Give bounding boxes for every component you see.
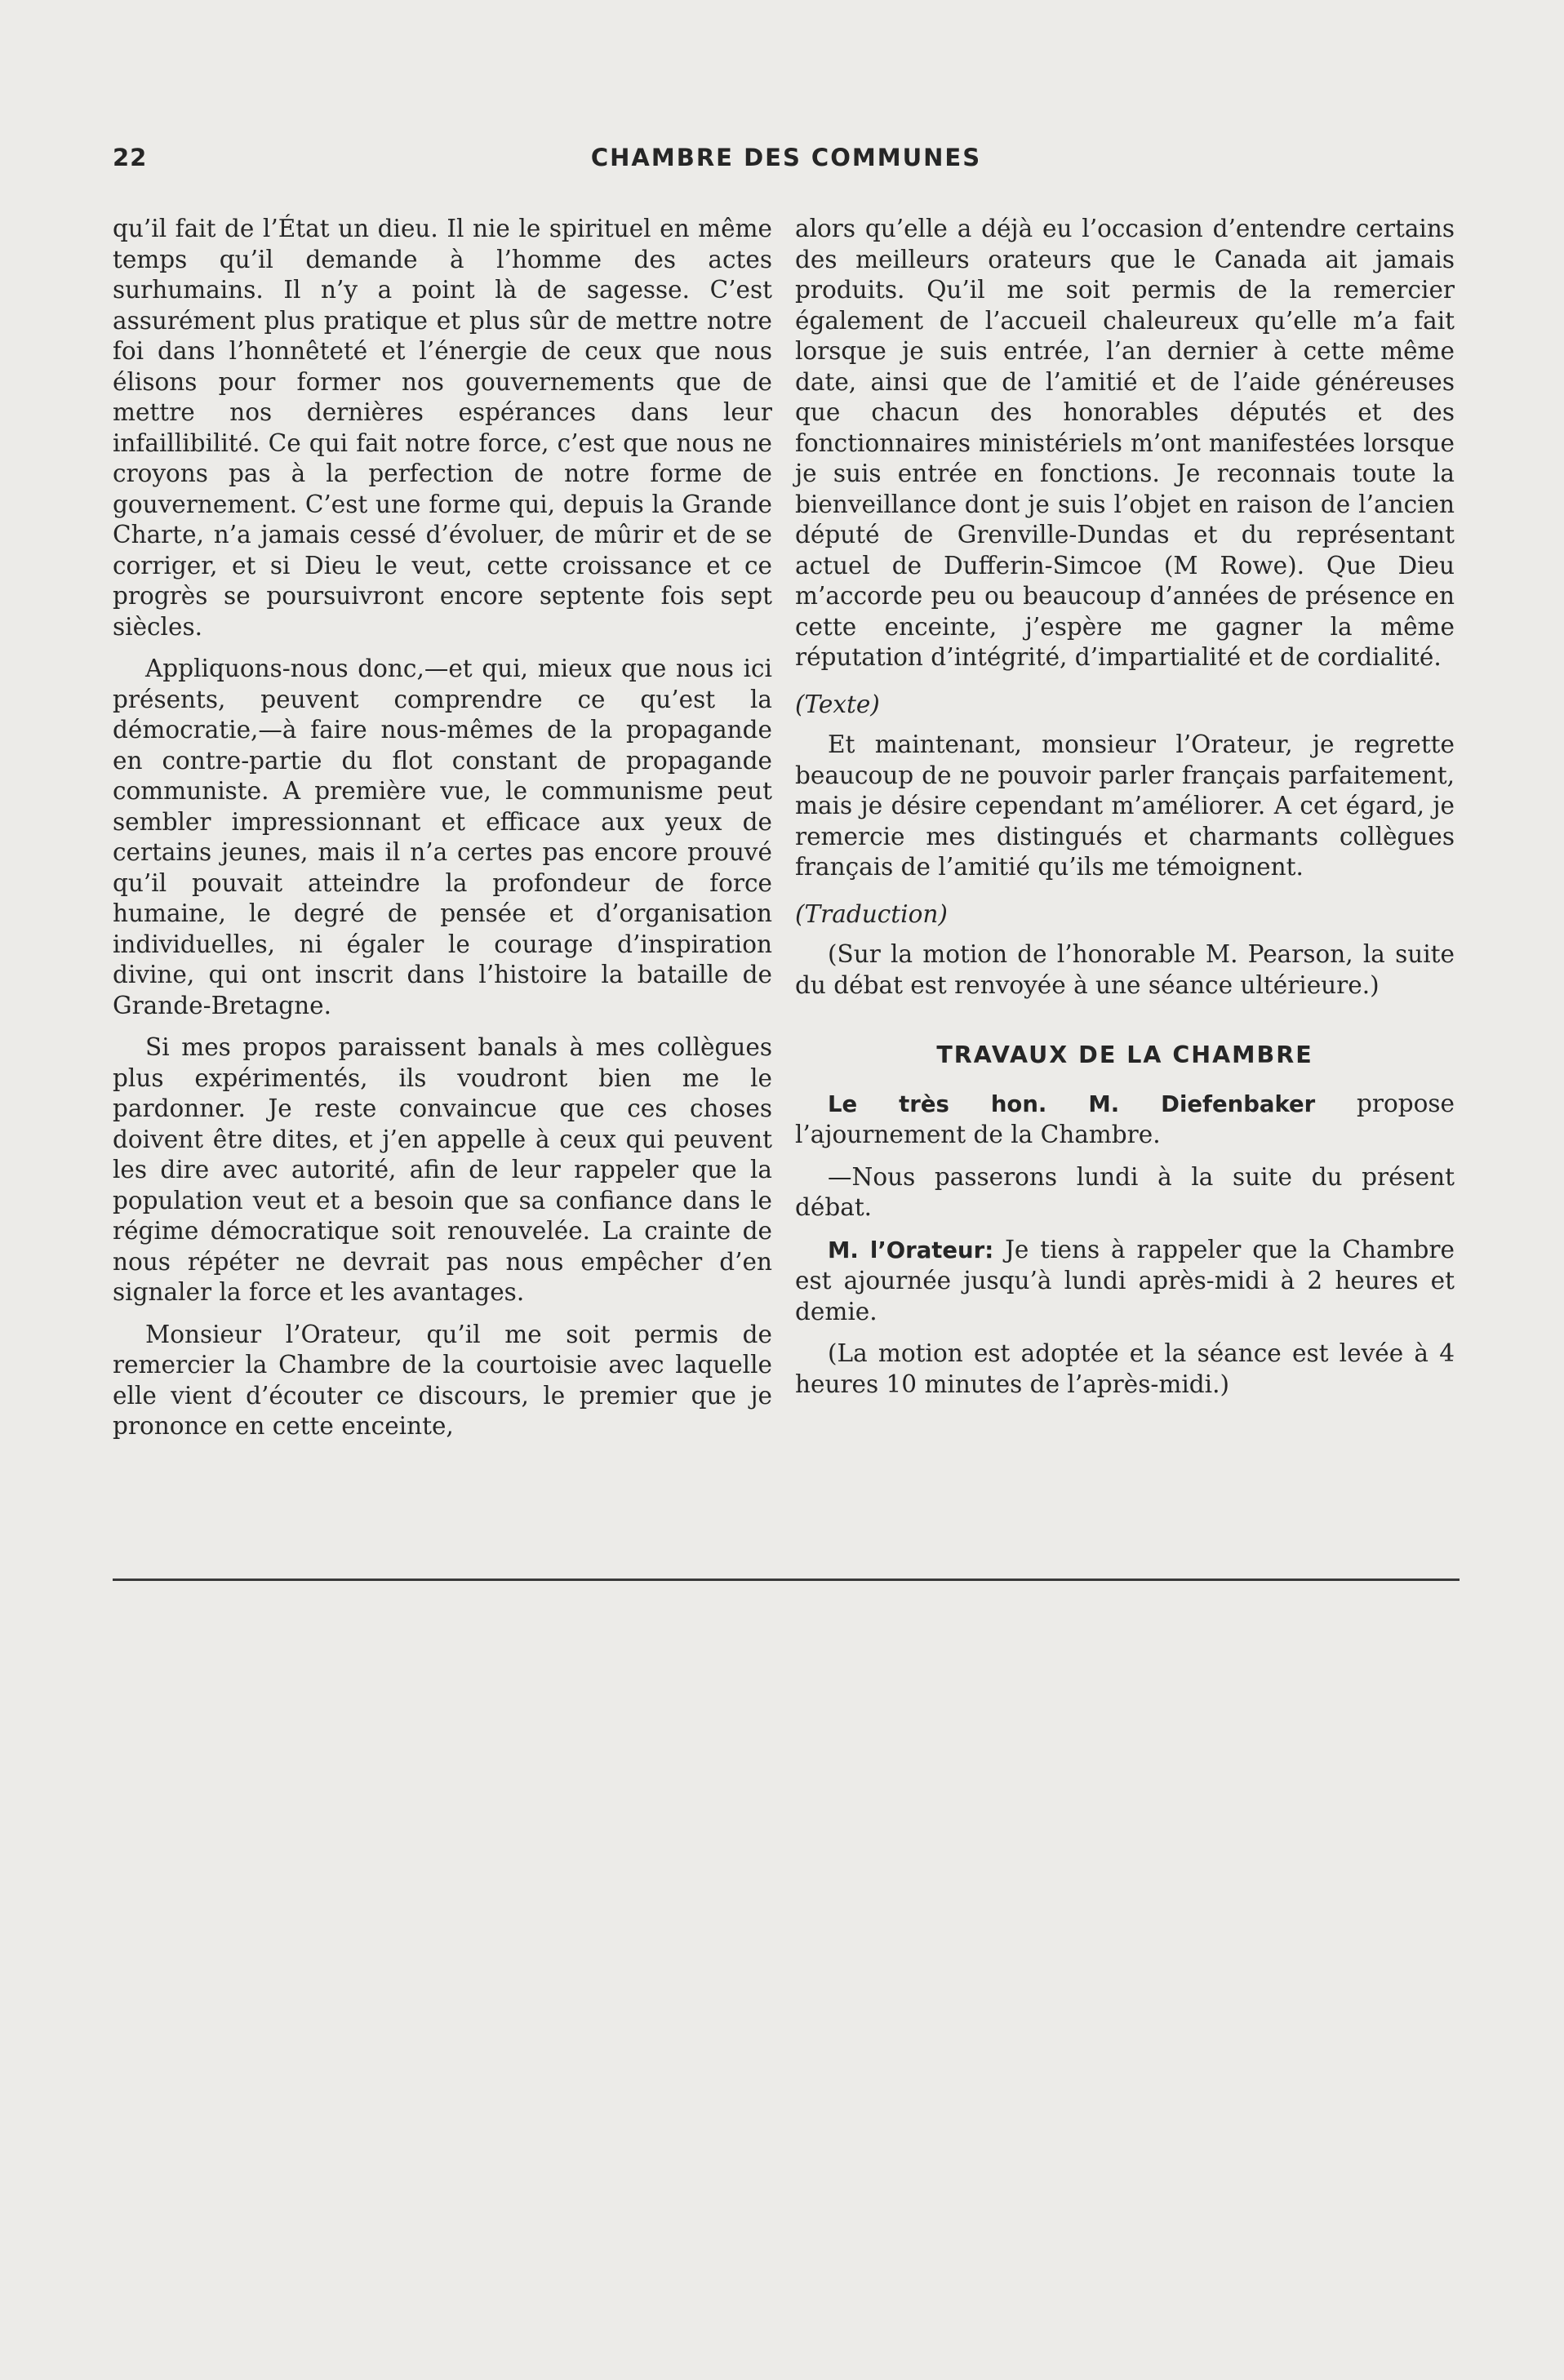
paragraph: Appliquons-nous donc,—et qui, mieux que nous ici présents, peuvent comprendre ce qu’est la démocratie,—à faire nous-mêmes de la propagande en contre-partie du flot constant de propagande communiste. A première vue, le communisme peut sembler impressionnant et efficace aux yeux de certains jeunes, mais il n’a certes pas encore prouvé qu’il pouvait atteindre la profondeur de force humaine, le degré de pensée et d’organisation individuelles, ni égaler le courage d’inspiration divine, qui ont inscrit dans l’histoire la bataille de Grande-Bretagne.	[113, 655, 772, 1019]
speaker-paragraph	[795, 1235, 1455, 1328]
running-title: CHAMBRE DES COMMUNES	[590, 144, 982, 171]
language-label-texte: (Texte)	[795, 690, 880, 718]
right-column	[795, 214, 1455, 1411]
paragraph: qu’il fait de l’État un dieu. Il nie le spirituel en même temps qu’il demande à l’homme des actes surhumains. Il n’y a point là de sagesse. C’est assurément plus pratique et plus sûr de mettre notre foi dans l’honnêteté et l’énergie de ceux que nous élisons pour former nos gouvernements que de mettre nos dernières espérances dans leur infaillibilité. Ce qui fait notre force, c’est que nous ne croyons pas à la perfection de notre forme de gouvernement. C’est une forme qui, depuis la Grande Charte, n’a jamais cessé d’évoluer, de mûrir et de se corriger, et si Dieu le veut, cette croissance et ce progrès se poursuivront encore septente fois sept siècles.	[113, 215, 772, 641]
paragraph: (La motion est adoptée et la séance est levée à 4 heures 10 minutes de l’après-midi.)	[795, 1339, 1455, 1398]
footer-rule	[113, 1579, 1460, 1581]
speaker-name: Le très hon. M. Diefenbaker	[828, 1090, 1316, 1117]
paragraph: alors qu’elle a déjà eu l’occasion d’entendre certains des meilleurs orateurs que le Canada ait jamais produits. Qu’il me soit permis de la remercier également de l’accueil chaleureux qu’elle m’a fait lorsque je suis entrée, l’an dernier à cette même date, ainsi que de l’amitié et de l’aide généreuses que chacun des honorables députés et des fonctionnaires ministériels m’ont manifestées lorsque je suis entrée en fonctions. Je reconnais toute la bienveillance dont je suis l’objet en raison de l’ancien député de Grenville-Dundas et du représentant actuel de Dufferin-Simcoe (M Rowe). Que Dieu m’accorde peu ou beaucoup d’années de présence en cette enceinte, j’espère me gagner la même réputation d’intégrité, d’impartialité et de cordialité.	[795, 215, 1455, 671]
page-header	[113, 144, 1460, 188]
speaker-paragraph	[795, 1089, 1455, 1151]
paragraph: Monsieur l’Orateur, qu’il me soit permis de remercier la Chambre de la courtoisie avec laquelle elle vient d’écouter ce discours, le premier que je prononce en cette enceinte,	[113, 1320, 772, 1440]
paragraph: Si mes propos paraissent banals à mes collègues plus expérimentés, ils voudront bien me le pardonner. Je reste convaincue que ces choses doivent être dites, et j’en appelle à ceux qui peuvent les dire avec autorité, afin de leur rappeler que la population veut et a besoin que sa confiance dans le régime démocratique soit renouvelée. La crainte de nous répéter ne devrait pas nous empêcher d’en signaler la force et les avantages.	[113, 1033, 772, 1306]
left-column	[113, 214, 772, 1454]
speaker-text: propose l’ajournement de la Chambre.	[795, 1089, 1455, 1148]
speaker-text: Je tiens à rappeler que la Chambre est ajournée jusqu’à lundi après-midi à 2 heures et demie.	[795, 1235, 1455, 1325]
speaker-name: M. l’Orateur:	[828, 1237, 994, 1263]
language-label-traduction: (Traduction)	[795, 899, 948, 928]
paragraph: —Nous passerons lundi à la suite du présent débat.	[795, 1162, 1455, 1221]
page-number: 22	[113, 144, 148, 171]
paragraph: (Sur la motion de l’honorable M. Pearson, la suite du débat est renvoyée à une séance ultérieure.)	[795, 940, 1455, 999]
section-heading: TRAVAUX DE LA CHAMBRE	[936, 1041, 1313, 1068]
paragraph: Et maintenant, monsieur l’Orateur, je regrette beaucoup de ne pouvoir parler français parfaitement, mais je désire cependant m’améliorer. A cet égard, je remercie mes distingués et charmants collègues français de l’amitié qu’ils me témoignent.	[795, 730, 1455, 881]
